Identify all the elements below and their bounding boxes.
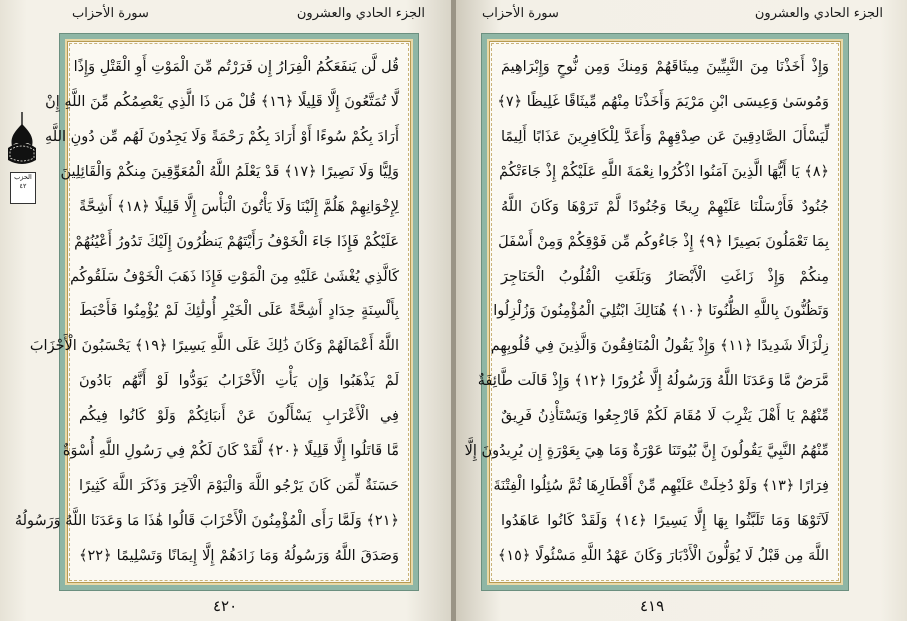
verse-line: مِّنْهُمُ النَّبِيَّ يَقُولُونَ إِنَّ بُيُوتَنَا عَوْرَةٌ وَمَا هِيَ بِعَوْرَةٍ إِن يُرِيدُونَ إِلَّا bbox=[464, 443, 829, 460]
verse-line: ﴿٨﴾ يَا أَيُّهَا الَّذِينَ آمَنُوا اذْكُرُوا نِعْمَةَ اللَّهِ عَلَيْكُمْ إِذْ جَاءَتْكُمْ bbox=[499, 163, 829, 180]
verse-line: مِّنْهُمْ يَا أَهْلَ يَثْرِبَ لَا مُقَامَ لَكُمْ فَارْجِعُوا وَيَسْتَأْذِنُ فَرِيقٌ bbox=[501, 408, 829, 425]
verse-line: عَلَيْكُمْ فَإِذَا جَاءَ الْخَوْفُ رَأَيْتَهُمْ يَنظُرُونَ إِلَيْكَ تَدُورُ أَعْيُنُهُمْ bbox=[74, 233, 399, 250]
verse-line: أَرَادَ بِكُمْ سُوءًا أَوْ أَرَادَ بِكُمْ رَحْمَةً وَلَا يَجِدُونَ لَهُم مِّن دُونِ اللَّهِ bbox=[45, 128, 399, 145]
verse-line: لَآتَوْهَا وَمَا تَلَبَّثُوا بِهَا إِلَّا يَسِيرًا ﴿١٤﴾ وَلَقَدْ كَانُوا عَاهَدُوا bbox=[501, 512, 829, 529]
verse-line: كَالَّذِي يُغْشَىٰ عَلَيْهِ مِنَ الْمَوْتِ فَإِذَا ذَهَبَ الْخَوْفُ سَلَقُوكُم bbox=[70, 268, 399, 285]
verse-line: مَّرَضٌ مَّا وَعَدَنَا اللَّهُ وَرَسُولُهُ إِلَّا غُرُورًا ﴿١٢﴾ وَإِذْ قَالَت طَّائِفَةٌ bbox=[477, 373, 829, 390]
verse-line: بِأَلْسِنَةٍ حِدَادٍ أَشِحَّةً عَلَى الْخَيْرِ أُولَٰئِكَ لَمْ يُؤْمِنُوا فَأَحْبَطَ bbox=[79, 303, 399, 320]
verse-line: وَتَظُنُّونَ بِاللَّهِ الظُّنُونَا ﴿١٠﴾ هُنَالِكَ ابْتُلِيَ الْمُؤْمِنُونَ وَزُلْزِلُوا bbox=[493, 303, 829, 320]
verse-line: ﴿٢١﴾ وَلَمَّا رَأَى الْمُؤْمِنُونَ الْأَحْزَابَ قَالُوا هَٰذَا مَا وَعَدَنَا اللَّهُ وَرَسُولُهُ bbox=[14, 512, 399, 529]
verse-line: اللَّهُ أَعْمَالَهُمْ وَكَانَ ذَٰلِكَ عَلَى اللَّهِ يَسِيرًا ﴿١٩﴾ يَحْسَبُونَ الْأَحْزَابَ bbox=[29, 338, 399, 355]
verse-line: اللَّهَ مِن قَبْلُ لَا يُوَلُّونَ الْأَدْبَارَ وَكَانَ عَهْدُ اللَّهِ مَسْئُولًا ﴿١٥﴾ bbox=[497, 547, 829, 564]
verse-line: وَإِذْ أَخَذْنَا مِنَ النَّبِيِّينَ مِيثَاقَهُمْ وَمِنكَ وَمِن نُّوحٍ وَإِبْرَاهِيمَ bbox=[501, 59, 829, 75]
verse-line: فِي الْأَعْرَابِ يَسْأَلُونَ عَنْ أَنبَائِكُمْ وَلَوْ كَانُوا فِيكُم bbox=[79, 408, 399, 425]
page-number: ٤١٩ bbox=[640, 597, 665, 615]
surah-header: سورة الأحزاب bbox=[482, 6, 559, 21]
verse-line: وَصَدَقَ اللَّهُ وَرَسُولُهُ وَمَا زَادَهُمْ إِلَّا إِيمَانًا وَتَسْلِيمًا ﴿٢٢﴾ bbox=[79, 547, 399, 564]
surah-header: سورة الأحزاب bbox=[72, 6, 149, 21]
page-number: ٤٢٠ bbox=[213, 597, 238, 615]
verse-line: لِّيَسْأَلَ الصَّادِقِينَ عَن صِدْقِهِمْ وَأَعَدَّ لِلْكَافِرِينَ عَذَابًا أَلِيمًا bbox=[501, 128, 829, 145]
verse-lines bbox=[464, 53, 829, 571]
text-frame bbox=[464, 34, 848, 590]
hizb-marker: الحزب ٤٢ bbox=[10, 172, 36, 204]
juz-header: الجزء الحادي والعشرون bbox=[296, 6, 425, 21]
verse-line: زِلْزَالًا شَدِيدًا ﴿١١﴾ وَإِذْ يَقُولُ الْمُنَافِقُونَ وَالَّذِينَ فِي قُلُوبِهِم bbox=[490, 338, 829, 355]
verse-line: وَلِيًّا وَلَا نَصِيرًا ﴿١٧﴾ قَدْ يَعْلَمُ اللَّهُ الْمُعَوِّقِينَ مِنكُمْ وَالْقَائِلِينَ bbox=[60, 163, 399, 180]
verse-line: قُل لَّن يَنفَعَكُمُ الْفِرَارُ إِن فَرَرْتُم مِّنَ الْمَوْتِ أَوِ الْقَتْلِ وَإِذًا bbox=[73, 59, 399, 75]
verse-line: مَّا قَاتَلُوا إِلَّا قَلِيلًا ﴿٢٠﴾ لَّقَدْ كَانَ لَكُمْ فِي رَسُولِ اللَّهِ أُسْوَةٌ bbox=[62, 443, 399, 460]
right-page bbox=[456, 0, 907, 621]
verse-line: بِمَا تَعْمَلُونَ بَصِيرًا ﴿٩﴾ إِذْ جَاءُوكُم مِّن فَوْقِكُمْ وَمِنْ أَسْفَلَ bbox=[498, 233, 829, 250]
juz-header: الجزء الحادي والعشرون bbox=[754, 6, 883, 21]
verse-line: لَمْ يَذْهَبُوا وَإِن يَأْتِ الْأَحْزَابُ يَوَدُّوا لَوْ أَنَّهُم بَادُونَ bbox=[79, 373, 399, 390]
verse-line: وَمُوسَىٰ وَعِيسَى ابْنِ مَرْيَمَ وَأَخَذْنَا مِنْهُم مِّيثَاقًا غَلِيظًا ﴿٧﴾ bbox=[497, 93, 829, 110]
verse-line: مِنكُمْ وَإِذْ زَاغَتِ الْأَبْصَارُ وَبَلَغَتِ الْقُلُوبُ الْحَنَاجِرَ bbox=[501, 268, 829, 285]
verse-line: لِإِخْوَانِهِمْ هَلُمَّ إِلَيْنَا وَلَا يَأْتُونَ الْبَأْسَ إِلَّا قَلِيلًا ﴿١٨﴾ أَشِحَّةً bbox=[79, 198, 399, 215]
verse-line: لَّا تُمَتَّعُونَ إِلَّا قَلِيلًا ﴿١٦﴾ قُلْ مَن ذَا الَّذِي يَعْصِمُكُم مِّنَ اللَّهِ إِنْ bbox=[45, 93, 399, 110]
left-page bbox=[0, 0, 451, 621]
verse-line: جُنُودٌ فَأَرْسَلْنَا عَلَيْهِمْ رِيحًا وَجُنُودًا لَّمْ تَرَوْهَا وَكَانَ اللَّهُ bbox=[501, 198, 829, 215]
verse-line: حَسَنَةٌ لِّمَن كَانَ يَرْجُو اللَّهَ وَالْيَوْمَ الْآخِرَ وَذَكَرَ اللَّهَ كَثِيرًا bbox=[79, 478, 399, 495]
verse-line: فِرَارًا ﴿١٣﴾ وَلَوْ دُخِلَتْ عَلَيْهِم مِّنْ أَقْطَارِهَا ثُمَّ سُئِلُوا الْفِتْنَةَ bbox=[493, 478, 829, 495]
